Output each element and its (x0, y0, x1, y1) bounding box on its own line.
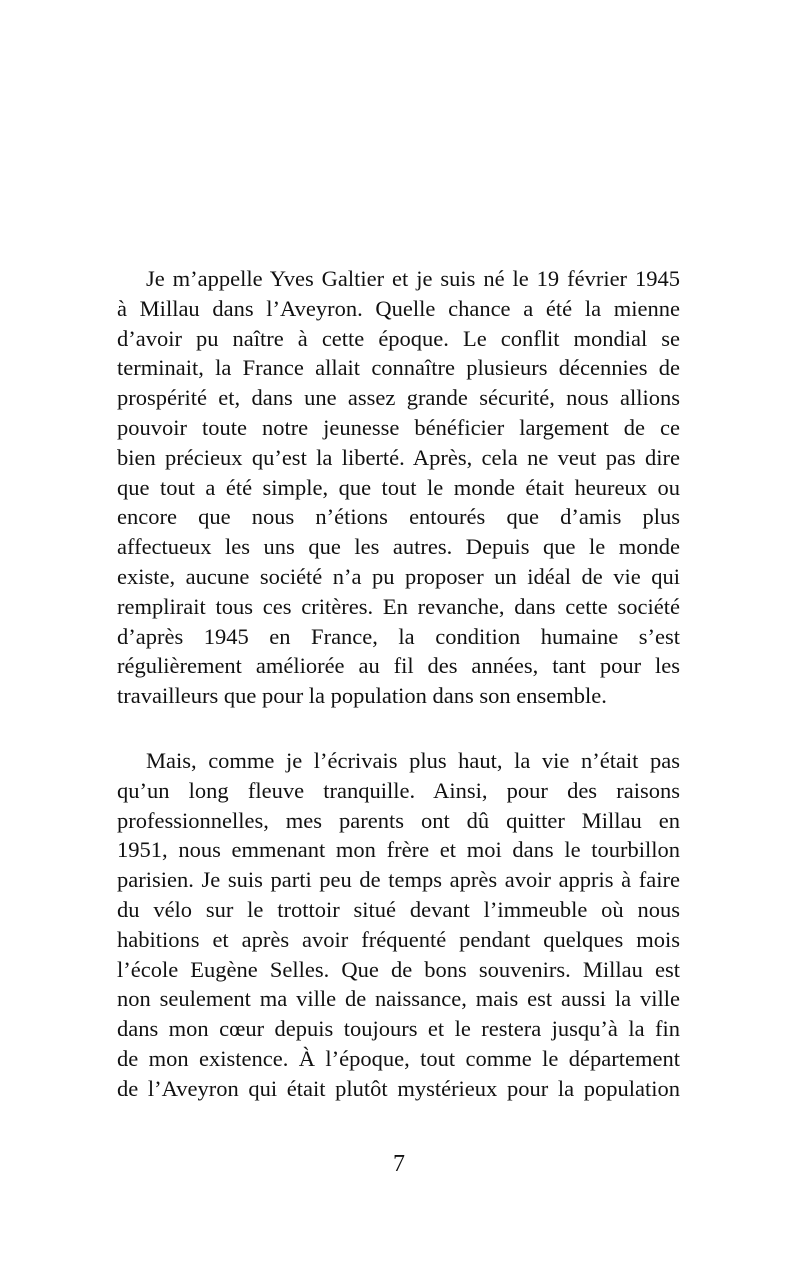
text-line: du vélo sur le trottoir situé devant l’immeuble où nous (117, 896, 680, 922)
text-line: que tout a été simple, que tout le monde était heureux ou (117, 474, 680, 500)
text-line: d’après 1945 en France, la condition humaine s’est (117, 623, 680, 649)
text-line: terminait, la France allait connaître plusieurs décennies de (117, 355, 680, 381)
text-line: travailleurs que pour la population dans son ensemble. (117, 683, 607, 709)
text-line: de l’Aveyron qui était plutôt mystérieux pour la population (117, 1075, 680, 1101)
text-line: 1951, nous emmenant mon frère et moi dans le tourbillon (117, 837, 680, 863)
text-line: professionnelles, mes parents ont dû quitter Millau en (117, 807, 680, 833)
paragraph-1 (117, 264, 680, 711)
text-line: prospérité et, dans une assez grande sécurité, nous allions (117, 385, 680, 411)
paragraph-2 (117, 746, 680, 1104)
text-line: Je m’appelle Yves Galtier et je suis né le 19 février 1945 (146, 266, 680, 291)
text-line: encore que nous n’étions entourés que d’amis plus (117, 504, 680, 530)
text-line: remplirait tous ces critères. En revanche, dans cette société (117, 593, 680, 619)
text-line: d’avoir pu naître à cette époque. Le conflit mondial se (117, 325, 680, 351)
text-line: parisien. Je suis parti peu de temps après avoir appris à faire (117, 867, 680, 893)
text-line: l’école Eugène Selles. Que de bons souvenirs. Millau est (117, 956, 680, 982)
text-line: existe, aucune société n’a pu proposer un idéal de vie qui (117, 563, 680, 589)
text-line: à Millau dans l’Aveyron. Quelle chance a été la mienne (117, 295, 680, 321)
text-line: Mais, comme je l’écrivais plus haut, la vie n’était pas (146, 748, 680, 773)
text-line: dans mon cœur depuis toujours et le restera jusqu’à la fin (117, 1016, 680, 1042)
text-line: habitions et après avoir fréquenté pendant quelques mois (117, 926, 680, 952)
text-line: affectueux les uns que les autres. Depuis que le monde (117, 534, 680, 560)
text-line: bien précieux qu’est la liberté. Après, cela ne veut pas dire (117, 444, 680, 470)
page-number: 7 (393, 1151, 405, 1177)
text-line: pouvoir toute notre jeunesse bénéficier largement de ce (117, 414, 680, 440)
text-line: de mon existence. À l’époque, tout comme le département (117, 1045, 680, 1071)
text-line: régulièrement améliorée au fil des années, tant pour les (117, 653, 680, 679)
text-line: qu’un long fleuve tranquille. Ainsi, pour des raisons (117, 777, 680, 803)
text-line: non seulement ma ville de naissance, mais est aussi la ville (117, 986, 680, 1012)
